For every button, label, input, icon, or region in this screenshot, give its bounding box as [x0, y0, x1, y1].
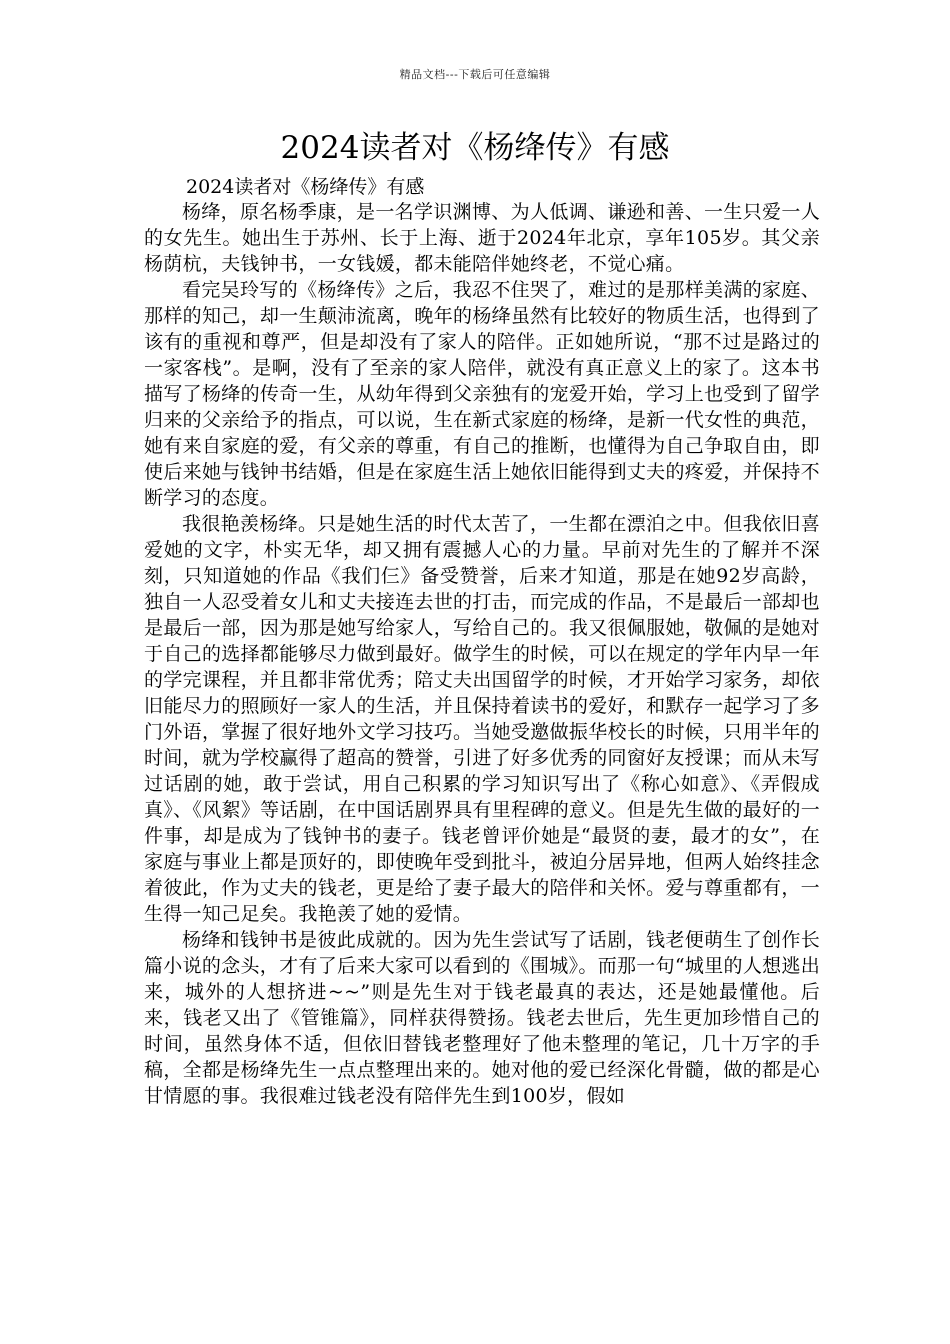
- document-subtitle: 2024读者对《杨绛传》有感: [186, 176, 425, 198]
- header-note: 精品文档---下载后可任意编辑: [399, 68, 551, 81]
- document-title: 2024读者对《杨绛传》有感: [280, 130, 670, 166]
- paragraph-3: 我很艳羡杨绛。只是她生活的时代太苦了，一生都在漂泊之中。但我依旧喜爱她的文字，朴实无华，却又拥有震撼人心的力量。早前对先生的了解并不深刻，只知道她的作品《我们仨》备受赞誉，后来才知道，那是在她92岁高龄，独自一人忍受着女儿和丈夫接连去世的打击，而完成的作品，不是最后一部却也是最后一部，因为那是她写给家人，写给自己的。我又很佩服她，敬佩的是她对于自己的选择都能够尽力做到最好。做学生的时候，可以在规定的学年内早一年的学完课程，并且都非常优秀；陪丈夫出国留学的时候，才开始学习家务，却依旧能尽力的照顾好一家人的生活，并且保持着读书的爱好，和默存一起学习了多门外语，掌握了很好地外文学习技巧。当她受邀做振华校长的时候，只用半年的时间，就为学校赢得了超高的赞誉，引进了好多优秀的同窗好友授课；而从未写过话剧的她，敢于尝试，用自己积累的学习知识写出了《称心如意》、《弄假成真》、《风絮》等话剧，在中国话剧界具有里程碑的意义。但是先生做的最好的一件事，却是成为了钱钟书的妻子。钱老曾评价她是“最贤的妻，最才的女”，在家庭与事业上都是顶好的，即使晚年受到批斗，被迫分居异地，但两人始终挂念着彼此，作为丈夫的钱老，更是给了妻子最大的陪伴和关怀。爱与尊重都有，一生得一知己足矣。我艳羡了她的爱情。: [144, 513, 820, 925]
- document-body: [144, 199, 820, 1109]
- paragraph-4: 杨绛和钱钟书是彼此成就的。因为先生尝试写了话剧，钱老便萌生了创作长篇小说的念头，才有了后来大家可以看到的《围城》。而那一句“城里的人想逃出来，城外的人想挤进~~”则是先生对于钱老最真的表达，还是她最懂他。后来，钱老又出了《管锥篇》，同样获得赞扬。钱老去世后，先生更加珍惜自己的时间，虽然身体不适，但依旧替钱老整理好了他未整理的笔记，几十万字的手稿，全都是杨绛先生一点点整理出来的。她对他的爱已经深化骨髓，做的都是心甘情愿的事。我很难过钱老没有陪伴先生到100岁，假如: [144, 929, 821, 1107]
- paragraph-2: 看完吴玲写的《杨绛传》之后，我忍不住哭了，难过的是那样美满的家庭、那样的知己，却一生颠沛流离，晚年的杨绛虽然有比较好的物质生活，也得到了该有的重视和尊严，但是却没有了家人的陪伴。正如她所说，“那不过是路过的一家客栈”。是啊，没有了至亲的家人陪伴，就没有真正意义上的家了。这本书描写了杨绛的传奇一生，从幼年得到父亲独有的宠爱开始，学习上也受到了留学归来的父亲给予的指点，可以说，生在新式家庭的杨绛，是新一代女性的典范，她有来自家庭的爱，有父亲的尊重，有自己的推断，也懂得为自己争取自由，即使后来她与钱钟书结婚，但是在家庭生活上她依旧能得到丈夫的疼爱，并保持不断学习的态度。: [144, 279, 820, 509]
- paragraph-1: 杨绛，原名杨季康，是一名学识渊博、为人低调、谦逊和善、一生只爱一人的女先生。她出生于苏州、长于上海、逝于2024年北京，享年105岁。其父亲杨荫杭，夫钱钟书，一女钱媛，都未能陪伴她终老，不觉心痛。: [144, 201, 820, 275]
